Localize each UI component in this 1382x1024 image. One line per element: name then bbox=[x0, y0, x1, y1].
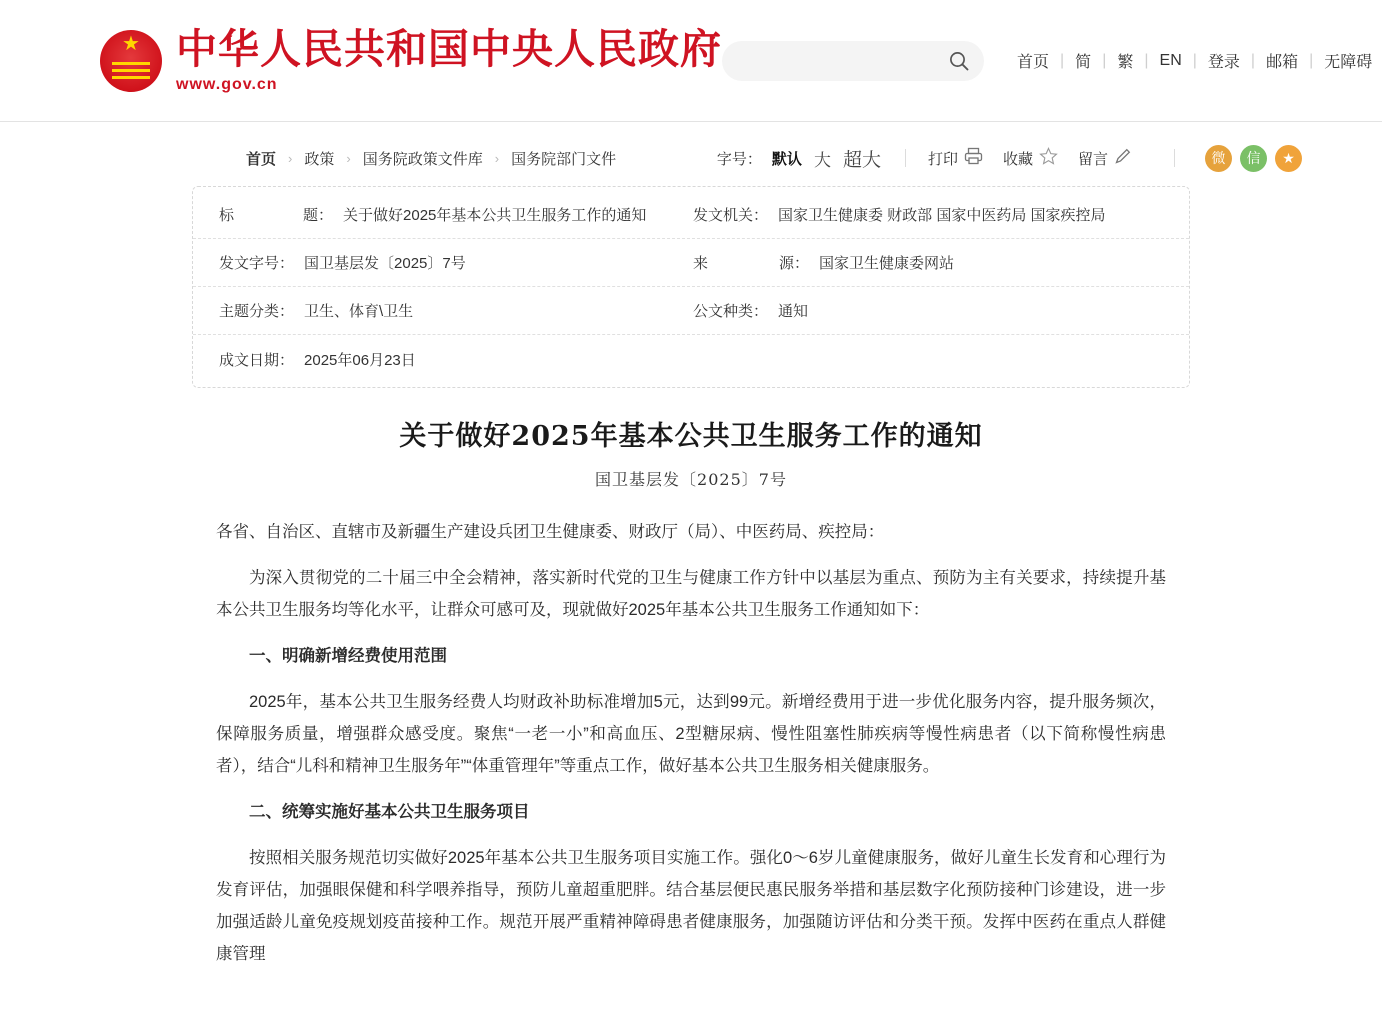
meta-value-doctype: 通知 bbox=[778, 303, 809, 320]
comment-button[interactable] bbox=[1078, 147, 1132, 169]
meta-label-issuer: 发文机关： bbox=[693, 207, 769, 224]
section-heading-1: 一、明确新增经费使用范围 bbox=[249, 647, 447, 665]
document-content bbox=[216, 414, 1166, 1024]
paragraph-section-2-body: 按照相关服务规范切实做好2025年基本公共卫生服务项目实施工作。强化0～6岁儿童健康服务，做好儿童生长发育和心理行为发育评估，加强眼保健和科学喂养指导，预防儿童超重肥胖。结合基层便民惠民服务举措和基层数字化预防接种门诊建设，进一步加强适龄儿童免疫规划疫苗接种工作。规范开展严重精神障碍患者健康服务，加强随访评估和分类干预。发挥中医药在重点人群健康管理 bbox=[216, 849, 1166, 963]
paragraph-intro: 为深入贯彻党的二十届三中全会精神，落实新时代党的卫生与健康工作方针中以基层为重点、预防为主有关要求，持续提升基本公共卫生服务均等化水平，让群众可感可及，现就做好2025年基本公共卫生服务工作通知如下： bbox=[216, 569, 1166, 619]
header-link-login[interactable]: 登录 bbox=[1207, 54, 1240, 71]
pencil-icon[interactable] bbox=[1114, 147, 1132, 169]
divider bbox=[1174, 149, 1175, 167]
site-logo[interactable] bbox=[100, 24, 722, 94]
meta-value-docnumber: 国卫基层发〔2025〕7号 bbox=[304, 255, 466, 272]
print-button[interactable] bbox=[928, 147, 983, 169]
fontsize-label: 字号： bbox=[716, 150, 762, 168]
fontsize-control bbox=[717, 145, 883, 172]
header-link-english[interactable]: EN bbox=[1159, 51, 1182, 69]
search-box[interactable] bbox=[722, 41, 984, 81]
chevron-right-icon: › bbox=[346, 150, 351, 166]
meta-label-source-suffix: 源： bbox=[779, 255, 810, 272]
fontsize-large-button[interactable]: 大 bbox=[813, 150, 831, 170]
table-row bbox=[193, 191, 1189, 239]
site-header bbox=[0, 0, 1382, 122]
fontsize-xlarge-button[interactable]: 超大 bbox=[842, 149, 881, 171]
wechat-icon[interactable]: 信 bbox=[1240, 145, 1267, 172]
meta-label-title: 标 bbox=[219, 207, 247, 224]
table-row bbox=[193, 287, 1189, 335]
comment-label: 留言 bbox=[1077, 150, 1108, 168]
favorite-button[interactable] bbox=[1003, 147, 1058, 169]
header-links bbox=[1006, 49, 1382, 72]
print-label: 打印 bbox=[927, 150, 958, 168]
breadcrumb-item-department-docs[interactable]: 国务院部门文件 bbox=[511, 150, 617, 168]
breadcrumb-item-policy-library[interactable]: 国务院政策文件库 bbox=[362, 150, 483, 168]
page-tools bbox=[717, 145, 1302, 172]
header-link-mail[interactable]: 邮箱 bbox=[1266, 54, 1299, 71]
header-right bbox=[722, 41, 1382, 81]
divider: | bbox=[1144, 51, 1149, 69]
meta-label-source: 来 bbox=[693, 255, 721, 272]
table-row bbox=[193, 239, 1189, 287]
meta-label-doctype: 公文种类： bbox=[693, 303, 769, 320]
header-link-simplified[interactable]: 简 bbox=[1075, 54, 1092, 71]
paragraph-section-1-body: 2025年，基本公共卫生服务经费人均财政补助标准增加5元，达到99元。新增经费用于进一步优化服务内容，提升服务频次，保障服务质量，增强群众感受度。聚焦“一老一小”和高血压、2型糖尿病、慢性阻塞性肺疾病等慢性病患者（以下简称慢性病患者），结合“儿科和精神卫生服务年”“体重管理年”等重点工作，做好基本公共卫生服务相关健康服务。 bbox=[216, 693, 1166, 775]
paragraph-salutation: 各省、自治区、直辖市及新疆生产建设兵团卫生健康委、财政厅（局）、中医药局、疾控局： bbox=[216, 523, 885, 541]
search-input[interactable] bbox=[740, 52, 948, 70]
meta-value-date: 2025年06月23日 bbox=[304, 351, 416, 369]
star-icon[interactable] bbox=[1039, 147, 1058, 169]
breadcrumb bbox=[246, 148, 616, 169]
divider bbox=[905, 149, 906, 167]
document-number: 国卫基层发〔2025〕7号 bbox=[595, 470, 787, 489]
header-link-accessibility[interactable]: 无障碍 bbox=[1324, 54, 1373, 71]
divider: | bbox=[1060, 51, 1065, 69]
meta-label-date: 成文日期： bbox=[219, 351, 295, 369]
site-title: 中华人民共和国中央人民政府 bbox=[176, 24, 722, 73]
section-heading-2: 二、统筹实施好基本公共卫生服务项目 bbox=[249, 803, 530, 821]
breadcrumb-item-home[interactable]: 首页 bbox=[246, 150, 277, 168]
chevron-right-icon: › bbox=[288, 150, 293, 166]
meta-value-topic: 卫生、体育\卫生 bbox=[304, 303, 414, 320]
meta-value-issuer: 国家卫生健康委 财政部 国家中医药局 国家疾控局 bbox=[778, 207, 1106, 224]
fontsize-default-button[interactable]: 默认 bbox=[771, 150, 802, 168]
document-body bbox=[216, 516, 1166, 970]
header-link-traditional[interactable]: 繁 bbox=[1117, 54, 1134, 71]
favorite-share-icon[interactable]: ★ bbox=[1275, 145, 1302, 172]
favorite-label: 收藏 bbox=[1002, 150, 1033, 168]
document-meta-table bbox=[192, 186, 1190, 388]
meta-value-title: 关于做好2025年基本公共卫生服务工作的通知 bbox=[343, 207, 647, 224]
meta-label-title-suffix: 题： bbox=[303, 207, 334, 224]
divider: | bbox=[1102, 51, 1107, 69]
table-row bbox=[193, 335, 1189, 383]
chevron-right-icon: › bbox=[494, 150, 500, 166]
page-title: 关于做好2025年基本公共卫生服务工作的通知 bbox=[399, 421, 983, 452]
header-link-home[interactable]: 首页 bbox=[1017, 54, 1050, 71]
meta-label-topic: 主题分类： bbox=[219, 303, 295, 320]
weibo-icon[interactable]: 微 bbox=[1205, 145, 1232, 172]
divider: | bbox=[1309, 51, 1314, 69]
breadcrumb-item-policy[interactable]: 政策 bbox=[304, 150, 335, 168]
printer-icon[interactable] bbox=[964, 147, 983, 169]
divider: | bbox=[1250, 51, 1256, 69]
meta-value-source: 国家卫生健康委网站 bbox=[819, 255, 955, 272]
divider: | bbox=[1192, 51, 1197, 69]
site-url: www.gov.cn bbox=[176, 76, 278, 94]
national-emblem-icon bbox=[100, 30, 162, 92]
breadcrumb-toolbar bbox=[0, 144, 1382, 172]
meta-label-docnumber: 发文字号： bbox=[219, 255, 295, 272]
search-icon[interactable] bbox=[948, 50, 970, 72]
